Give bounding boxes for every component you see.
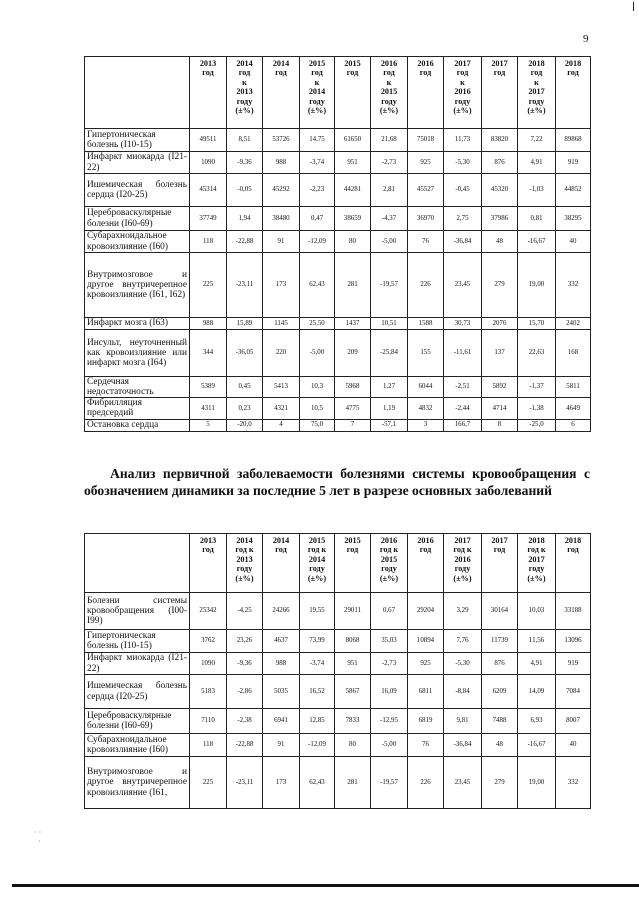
column-header: 2016 год к 2015 году (±%) <box>371 57 408 129</box>
value-cell: 38659 <box>335 207 371 231</box>
value-cell: 4 <box>263 419 300 431</box>
value-cell: 44281 <box>335 174 371 207</box>
value-cell: 0,81 <box>518 207 556 231</box>
value-cell: 5 <box>190 419 227 431</box>
value-cell: 14,09 <box>518 675 556 709</box>
value-cell: -2,86 <box>227 675 263 709</box>
value-cell: 83820 <box>482 129 518 152</box>
value-cell: -1,03 <box>518 174 556 207</box>
value-cell: -11,61 <box>444 330 482 377</box>
value-cell: -0,45 <box>444 174 482 207</box>
value-cell: 89868 <box>556 129 591 152</box>
value-cell: 225 <box>190 757 227 809</box>
row-label: Инфаркт миокарда (I21-22) <box>85 152 190 174</box>
value-cell: 4321 <box>263 398 300 419</box>
table-row <box>85 734 591 757</box>
table-row <box>85 253 591 318</box>
row-label: Инфаркт миокарда (I21-22) <box>85 653 190 675</box>
value-cell: 7,22 <box>518 129 556 152</box>
value-cell: 40 <box>556 231 591 253</box>
value-cell: 62,43 <box>300 757 335 809</box>
value-cell: 166,7 <box>444 419 482 431</box>
column-header: 2018 год к 2017 году (±%) <box>518 57 556 129</box>
scan-specks: · · · <box>34 828 42 846</box>
table-row <box>85 207 591 231</box>
value-cell: 6941 <box>263 709 300 734</box>
value-cell: 925 <box>408 653 444 675</box>
value-cell: -36,84 <box>444 231 482 253</box>
value-cell: 61650 <box>335 129 371 152</box>
value-cell: 30164 <box>482 593 518 630</box>
row-label: Внутримозговое и другое внутричерепное кровоизлияние (I61, <box>85 757 190 809</box>
value-cell: -4,37 <box>371 207 408 231</box>
value-cell: 10894 <box>408 630 444 653</box>
primary-incidence-table <box>84 533 591 809</box>
value-cell: 12,85 <box>300 709 335 734</box>
value-cell: 4649 <box>556 398 591 419</box>
value-cell: 4832 <box>408 398 444 419</box>
value-cell: -4,25 <box>227 593 263 630</box>
value-cell: 6044 <box>408 377 444 398</box>
table-header-row <box>85 57 591 129</box>
row-label: Остановка сердца <box>85 419 190 431</box>
value-cell: -57,1 <box>371 419 408 431</box>
value-cell: 33188 <box>556 593 591 630</box>
value-cell: 925 <box>408 152 444 174</box>
value-cell: 6811 <box>408 675 444 709</box>
value-cell: -5,30 <box>444 653 482 675</box>
value-cell: 4775 <box>335 398 371 419</box>
row-label: Ишемическая болезнь сердца (I20-25) <box>85 675 190 709</box>
value-cell: -25,0 <box>518 419 556 431</box>
value-cell: 8,51 <box>227 129 263 152</box>
value-cell: 4714 <box>482 398 518 419</box>
value-cell: 75018 <box>408 129 444 152</box>
value-cell: 3762 <box>190 630 227 653</box>
value-cell: 36970 <box>408 207 444 231</box>
value-cell: -2,73 <box>371 653 408 675</box>
row-label: Субарахноидальное кровоизлияние (I60) <box>85 734 190 757</box>
column-header: 2014 год <box>263 57 300 129</box>
value-cell: -19,57 <box>371 757 408 809</box>
value-cell: 279 <box>482 757 518 809</box>
column-header: 2018 год <box>556 57 591 129</box>
column-header: 2017 год к 2016 году (±%) <box>444 534 482 593</box>
value-cell: 19,00 <box>518 757 556 809</box>
value-cell: 6 <box>556 419 591 431</box>
value-cell: 6209 <box>482 675 518 709</box>
column-header: 2017 год <box>482 534 518 593</box>
value-cell: 5811 <box>556 377 591 398</box>
value-cell: 8068 <box>335 630 371 653</box>
value-cell: 45314 <box>190 174 227 207</box>
value-cell: 876 <box>482 152 518 174</box>
header-corner-cell <box>85 57 190 129</box>
value-cell: 25342 <box>190 593 227 630</box>
value-cell: -3,74 <box>300 152 335 174</box>
column-header: 2016 год <box>408 534 444 593</box>
value-cell: 37749 <box>190 207 227 231</box>
value-cell: 2402 <box>556 318 591 330</box>
column-header: 2016 год к 2015 году (±%) <box>371 534 408 593</box>
value-cell: 226 <box>408 757 444 809</box>
value-cell: 7833 <box>335 709 371 734</box>
table-row <box>85 129 591 152</box>
value-cell: -1,38 <box>518 398 556 419</box>
value-cell: 1588 <box>408 318 444 330</box>
column-header: 2015 год <box>335 534 371 593</box>
value-cell: 14,75 <box>300 129 335 152</box>
value-cell: 5389 <box>190 377 227 398</box>
value-cell: 23,26 <box>227 630 263 653</box>
table-row <box>85 330 591 377</box>
value-cell: -19,57 <box>371 253 408 318</box>
page-bottom-border <box>12 884 639 887</box>
value-cell: -23,11 <box>227 757 263 809</box>
value-cell: -12,09 <box>300 231 335 253</box>
value-cell: -25,84 <box>371 330 408 377</box>
table-row <box>85 675 591 709</box>
value-cell: 7084 <box>556 675 591 709</box>
value-cell: 5867 <box>335 675 371 709</box>
table-row <box>85 757 591 809</box>
value-cell: 76 <box>408 231 444 253</box>
value-cell: -2,44 <box>444 398 482 419</box>
value-cell: 1,27 <box>371 377 408 398</box>
value-cell: 332 <box>556 757 591 809</box>
value-cell: 3 <box>408 419 444 431</box>
value-cell: 279 <box>482 253 518 318</box>
value-cell: 919 <box>556 152 591 174</box>
value-cell: -5,00 <box>300 330 335 377</box>
value-cell: -12,95 <box>371 709 408 734</box>
value-cell: 919 <box>556 653 591 675</box>
value-cell: 10,5 <box>300 398 335 419</box>
value-cell: 48 <box>482 734 518 757</box>
value-cell: -16,67 <box>518 734 556 757</box>
value-cell: 281 <box>335 253 371 318</box>
value-cell: -2,23 <box>300 174 335 207</box>
value-cell: 75,0 <box>300 419 335 431</box>
value-cell: 76 <box>408 734 444 757</box>
value-cell: -9,36 <box>227 152 263 174</box>
value-cell: 0,23 <box>227 398 263 419</box>
column-header: 2015 год к 2014 году (±%) <box>300 534 335 593</box>
value-cell: 91 <box>263 734 300 757</box>
table-row <box>85 653 591 675</box>
value-cell: 7488 <box>482 709 518 734</box>
value-cell: -2,38 <box>227 709 263 734</box>
value-cell: 2076 <box>482 318 518 330</box>
value-cell: 16,52 <box>300 675 335 709</box>
value-cell: 11,73 <box>444 129 482 152</box>
value-cell: 35,03 <box>371 630 408 653</box>
value-cell: 10,3 <box>300 377 335 398</box>
value-cell: 45292 <box>263 174 300 207</box>
value-cell: 11,56 <box>518 630 556 653</box>
value-cell: 173 <box>263 253 300 318</box>
value-cell: 168 <box>556 330 591 377</box>
value-cell: -23,11 <box>227 253 263 318</box>
value-cell: 80 <box>335 231 371 253</box>
table-row <box>85 419 591 431</box>
value-cell: -5,00 <box>371 734 408 757</box>
value-cell: 23,45 <box>444 757 482 809</box>
row-label: Фибрилляция предсердий <box>85 398 190 419</box>
value-cell: 4,91 <box>518 653 556 675</box>
value-cell: 25,50 <box>300 318 335 330</box>
value-cell: 9,81 <box>444 709 482 734</box>
table-row <box>85 398 591 419</box>
value-cell: 173 <box>263 757 300 809</box>
column-header: 2017 год к 2016 году (±%) <box>444 57 482 129</box>
value-cell: 10,03 <box>518 593 556 630</box>
value-cell: 49511 <box>190 129 227 152</box>
scan-edge-mark <box>633 2 634 11</box>
value-cell: 5413 <box>263 377 300 398</box>
column-header: 2015 год к 2014 году (±%) <box>300 57 335 129</box>
table-row <box>85 593 591 630</box>
value-cell: -5,00 <box>371 231 408 253</box>
value-cell: 332 <box>556 253 591 318</box>
value-cell: 7110 <box>190 709 227 734</box>
value-cell: 40 <box>556 734 591 757</box>
row-label: Цереброваскулярные болезни (I60-69) <box>85 207 190 231</box>
value-cell: -22,88 <box>227 231 263 253</box>
value-cell: -36,84 <box>444 734 482 757</box>
value-cell: 988 <box>263 653 300 675</box>
value-cell: 73,99 <box>300 630 335 653</box>
column-header: 2013 год <box>190 57 227 129</box>
value-cell: 8007 <box>556 709 591 734</box>
value-cell: 4637 <box>263 630 300 653</box>
table-header-row <box>85 534 591 593</box>
value-cell: 2,75 <box>444 207 482 231</box>
value-cell: -0,05 <box>227 174 263 207</box>
value-cell: 45527 <box>408 174 444 207</box>
column-header: 2014 год <box>263 534 300 593</box>
row-label: Ишемическая болезнь сердца (I20-25) <box>85 174 190 207</box>
value-cell: 5968 <box>335 377 371 398</box>
value-cell: 8 <box>482 419 518 431</box>
value-cell: 1090 <box>190 152 227 174</box>
value-cell: 16,09 <box>371 675 408 709</box>
value-cell: 137 <box>482 330 518 377</box>
value-cell: 53726 <box>263 129 300 152</box>
value-cell: 0,67 <box>371 593 408 630</box>
value-cell: 3,29 <box>444 593 482 630</box>
value-cell: 21,68 <box>371 129 408 152</box>
table-row <box>85 152 591 174</box>
section-heading <box>84 465 590 500</box>
row-label: Гипертоническая болезнь (I10-15) <box>85 630 190 653</box>
value-cell: 4311 <box>190 398 227 419</box>
value-cell: 22,63 <box>518 330 556 377</box>
column-header: 2014 год к 2013 году (±%) <box>227 57 263 129</box>
value-cell: -2,73 <box>371 152 408 174</box>
row-label: Цереброваскулярные болезни (I60-69) <box>85 709 190 734</box>
value-cell: 220 <box>263 330 300 377</box>
value-cell: 45320 <box>482 174 518 207</box>
value-cell: 226 <box>408 253 444 318</box>
value-cell: 5035 <box>263 675 300 709</box>
value-cell: 876 <box>482 653 518 675</box>
value-cell: -20,0 <box>227 419 263 431</box>
header-corner-cell <box>85 534 190 593</box>
value-cell: 11739 <box>482 630 518 653</box>
value-cell: 1,19 <box>371 398 408 419</box>
value-cell: -8,84 <box>444 675 482 709</box>
table-row <box>85 231 591 253</box>
column-header: 2015 год <box>335 57 371 129</box>
value-cell: 7,76 <box>444 630 482 653</box>
value-cell: 5183 <box>190 675 227 709</box>
value-cell: 0,45 <box>227 377 263 398</box>
value-cell: -2,51 <box>444 377 482 398</box>
value-cell: -9,36 <box>227 653 263 675</box>
value-cell: -36,05 <box>227 330 263 377</box>
value-cell: -22,88 <box>227 734 263 757</box>
value-cell: 80 <box>335 734 371 757</box>
table-row <box>85 630 591 653</box>
value-cell: 118 <box>190 231 227 253</box>
row-label: Сердечная недостаточность <box>85 377 190 398</box>
column-header: 2016 год <box>408 57 444 129</box>
column-header: 2013 год <box>190 534 227 593</box>
value-cell: 62,43 <box>300 253 335 318</box>
column-header: 2018 год к 2017 году (±%) <box>518 534 556 593</box>
table-row <box>85 174 591 207</box>
value-cell: 225 <box>190 253 227 318</box>
column-header: 2014 год к 2013 году (±%) <box>227 534 263 593</box>
row-label: Субарахноидальное кровоизлияние (I60) <box>85 231 190 253</box>
value-cell: 2,81 <box>371 174 408 207</box>
column-header: 2017 год <box>482 57 518 129</box>
value-cell: 44852 <box>556 174 591 207</box>
value-cell: 13096 <box>556 630 591 653</box>
value-cell: 15,70 <box>518 318 556 330</box>
row-label: Внутримозговое и другое внутричерепное кровоизлияние (I61, I62) <box>85 253 190 318</box>
value-cell: 6819 <box>408 709 444 734</box>
value-cell: 38295 <box>556 207 591 231</box>
value-cell: 23,45 <box>444 253 482 318</box>
table-row <box>85 377 591 398</box>
row-label: Инсульт, неуточненный как кровоизлияние или инфаркт мозга (I64) <box>85 330 190 377</box>
value-cell: -5,30 <box>444 152 482 174</box>
value-cell: 29011 <box>335 593 371 630</box>
value-cell: 988 <box>263 152 300 174</box>
value-cell: 1,94 <box>227 207 263 231</box>
value-cell: 19,00 <box>518 253 556 318</box>
row-label: Гипертоническая болезнь (I10-15) <box>85 129 190 152</box>
value-cell: 91 <box>263 231 300 253</box>
value-cell: 10,51 <box>371 318 408 330</box>
value-cell: 15,89 <box>227 318 263 330</box>
value-cell: 24266 <box>263 593 300 630</box>
value-cell: -1,37 <box>518 377 556 398</box>
value-cell: 951 <box>335 152 371 174</box>
value-cell: 155 <box>408 330 444 377</box>
value-cell: 38480 <box>263 207 300 231</box>
value-cell: -12,09 <box>300 734 335 757</box>
cardiovascular-prevalence-table <box>84 56 591 432</box>
value-cell: 988 <box>190 318 227 330</box>
value-cell: 209 <box>335 330 371 377</box>
value-cell: 19,55 <box>300 593 335 630</box>
value-cell: 344 <box>190 330 227 377</box>
value-cell: 6,93 <box>518 709 556 734</box>
value-cell: 48 <box>482 231 518 253</box>
value-cell: -3,74 <box>300 653 335 675</box>
value-cell: 118 <box>190 734 227 757</box>
value-cell: 1145 <box>263 318 300 330</box>
value-cell: 951 <box>335 653 371 675</box>
table-row <box>85 318 591 330</box>
value-cell: 30,73 <box>444 318 482 330</box>
row-label: Болезни системы кровообращения (I00-I99) <box>85 593 190 630</box>
value-cell: 281 <box>335 757 371 809</box>
page-number: 9 <box>583 33 589 45</box>
table-row <box>85 709 591 734</box>
value-cell: -16,67 <box>518 231 556 253</box>
row-label: Инфаркт мозга (I63) <box>85 318 190 330</box>
value-cell: 0,47 <box>300 207 335 231</box>
value-cell: 5892 <box>482 377 518 398</box>
value-cell: 7 <box>335 419 371 431</box>
value-cell: 1090 <box>190 653 227 675</box>
value-cell: 37986 <box>482 207 518 231</box>
section-heading-text: Анализ первичной заболеваемости болезнями системы кровообращения с обозначением динамики за последние 5 лет в разрезе основных заболеваний <box>84 466 590 499</box>
value-cell: 1437 <box>335 318 371 330</box>
value-cell: 29204 <box>408 593 444 630</box>
value-cell: 4,91 <box>518 152 556 174</box>
column-header: 2018 год <box>556 534 591 593</box>
